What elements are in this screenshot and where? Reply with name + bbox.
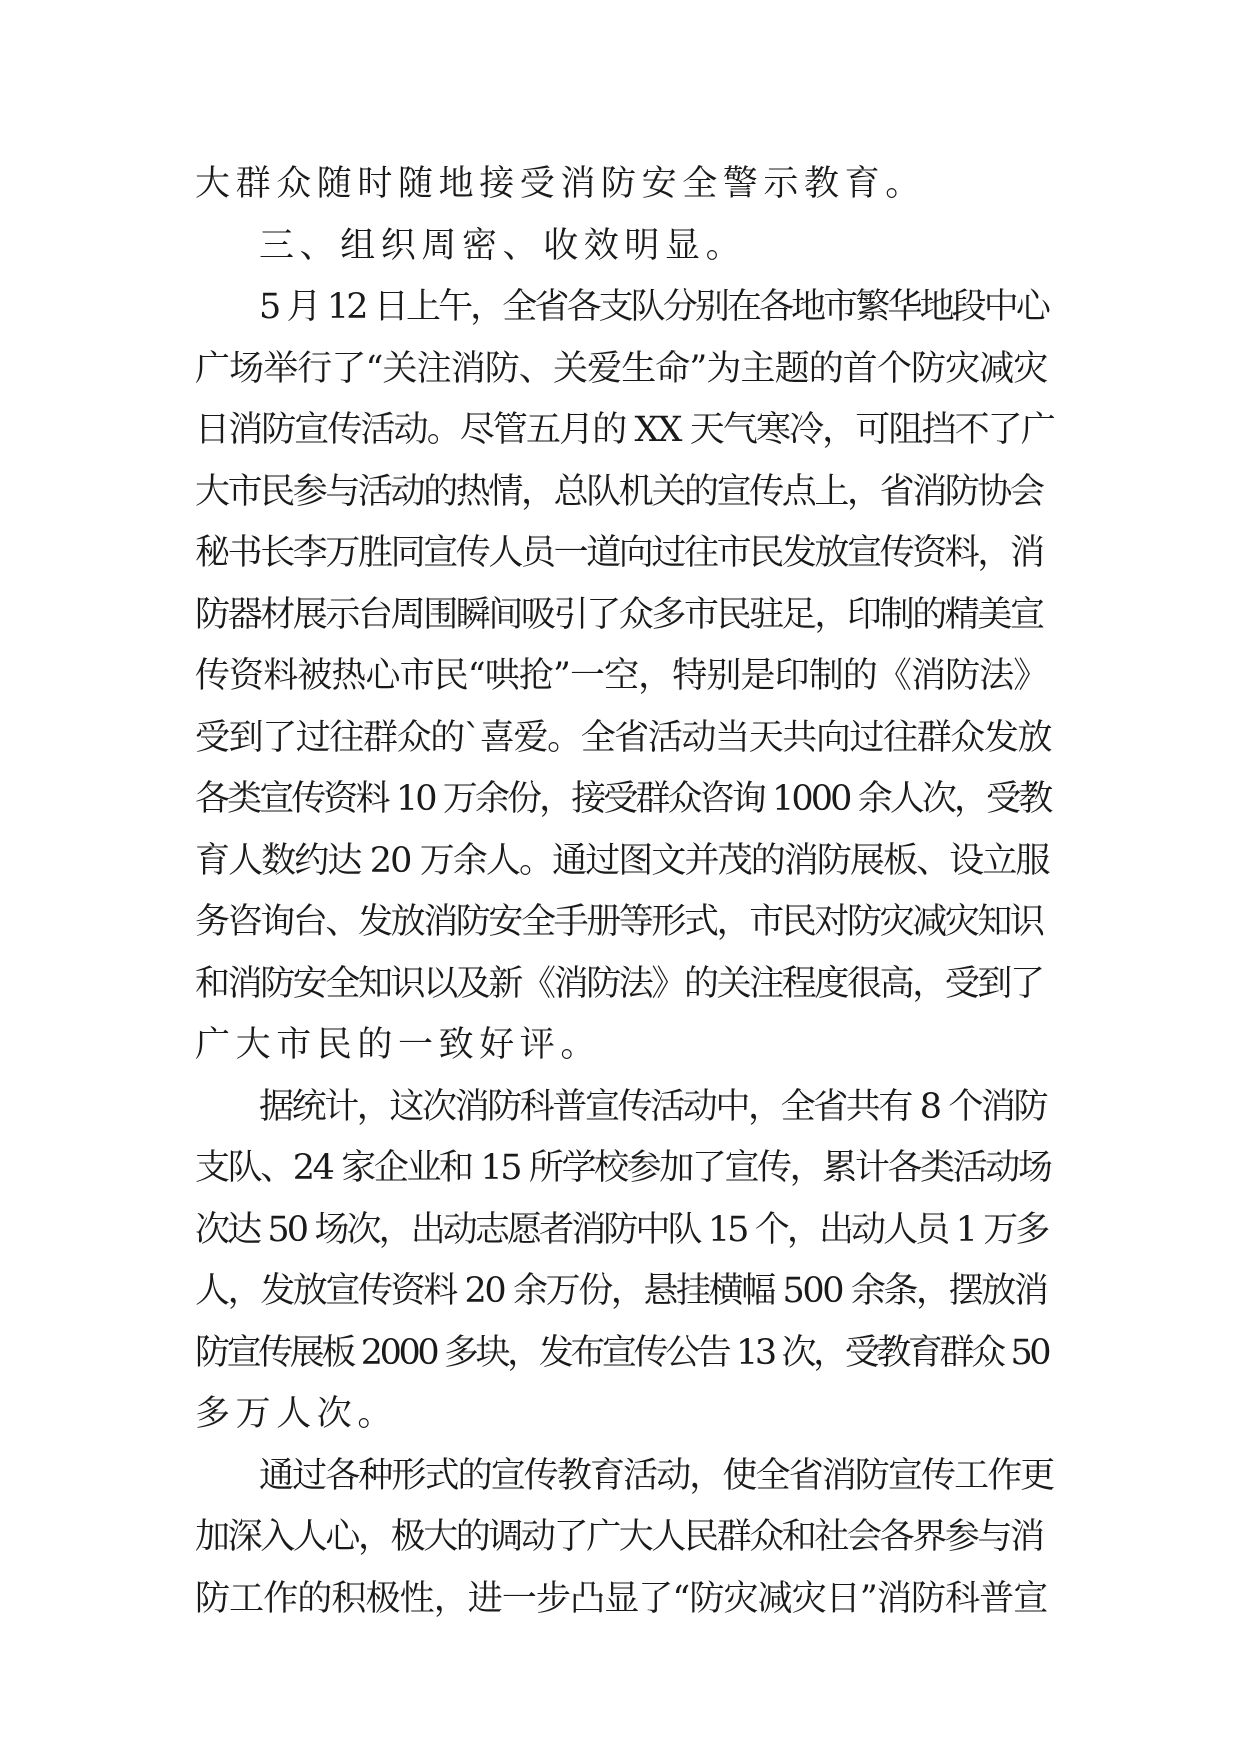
text-line: 5 月 12 日上午，全省各支队分别在各地市繁华地段中心 bbox=[259, 287, 1048, 327]
text-line: 广大市民的一致好评。 bbox=[195, 1025, 602, 1065]
text-line: 防宣传展板 2000 多块，发布宣传公告 13 次，受教育群众 50 bbox=[195, 1332, 1049, 1373]
document-body bbox=[195, 154, 1055, 1630]
text-line: 人，发放宣传资料 20 余万份，悬挂横幅 500 余条，摆放消 bbox=[195, 1271, 1047, 1311]
text-line: 务咨询台、发放消防安全手册等形式，市民对防灾减灾知识 bbox=[195, 902, 1043, 942]
text-line: 通过各种形式的宣传教育活动，使全省消防宣传工作更 bbox=[259, 1455, 1054, 1496]
text-line: 防工作的积极性，进一步凸显了“防灾减灾日”消防科普宣 bbox=[195, 1578, 1048, 1619]
text-line: 大群众随时随地接受消防安全警示教育。 bbox=[195, 164, 926, 204]
text-line: 次达 50 场次，出动志愿者消防中队 15 个，出动人员 1 万多 bbox=[195, 1209, 1048, 1250]
text-line: 三、组织周密、收效明显。 bbox=[259, 225, 747, 266]
text-line: 各类宣传资料 10 万余份，接受群众咨询 1000 余人次，受教 bbox=[195, 779, 1051, 819]
text-line: 加深入人心，极大的调动了广大人民群众和社会各界参与消 bbox=[195, 1517, 1043, 1557]
text-line: 支队、24 家企业和 15 所学校参加了宣传，累计各类活动场 bbox=[195, 1148, 1051, 1188]
text-line: 和消防安全知识以及新《消防法》的关注程度很高，受到了 bbox=[195, 963, 1043, 1004]
text-line: 多万人次。 bbox=[195, 1394, 399, 1434]
text-line: 防器材展示台周围瞬间吸引了众多市民驻足，印制的精美宣 bbox=[195, 594, 1043, 635]
text-line: 广场举行了“关注消防、关爱生命”为主题的首个防灾减灾 bbox=[195, 348, 1048, 389]
text-line: 大市民参与活动的热情，总队机关的宣传点上，省消防协会 bbox=[195, 471, 1043, 512]
text-line: 日消防宣传活动。尽管五月的 XX 天气寒冷，可阻挡不了广 bbox=[195, 410, 1054, 450]
text-line: 育人数约达 20 万余人。通过图文并茂的消防展板、设立服 bbox=[195, 840, 1049, 881]
text-line: 据统计，这次消防科普宣传活动中，全省共有 8 个消防 bbox=[259, 1086, 1047, 1127]
text-line: 秘书长李万胜同宣传人员一道向过往市民发放宣传资料，消 bbox=[195, 533, 1043, 573]
text-line: 传资料被热心市民“哄抢”一空，特别是印制的《消防法》 bbox=[195, 656, 1048, 696]
text-line: 受到了过往群众的`喜爱。全省活动当天共向过往群众发放 bbox=[195, 717, 1052, 758]
